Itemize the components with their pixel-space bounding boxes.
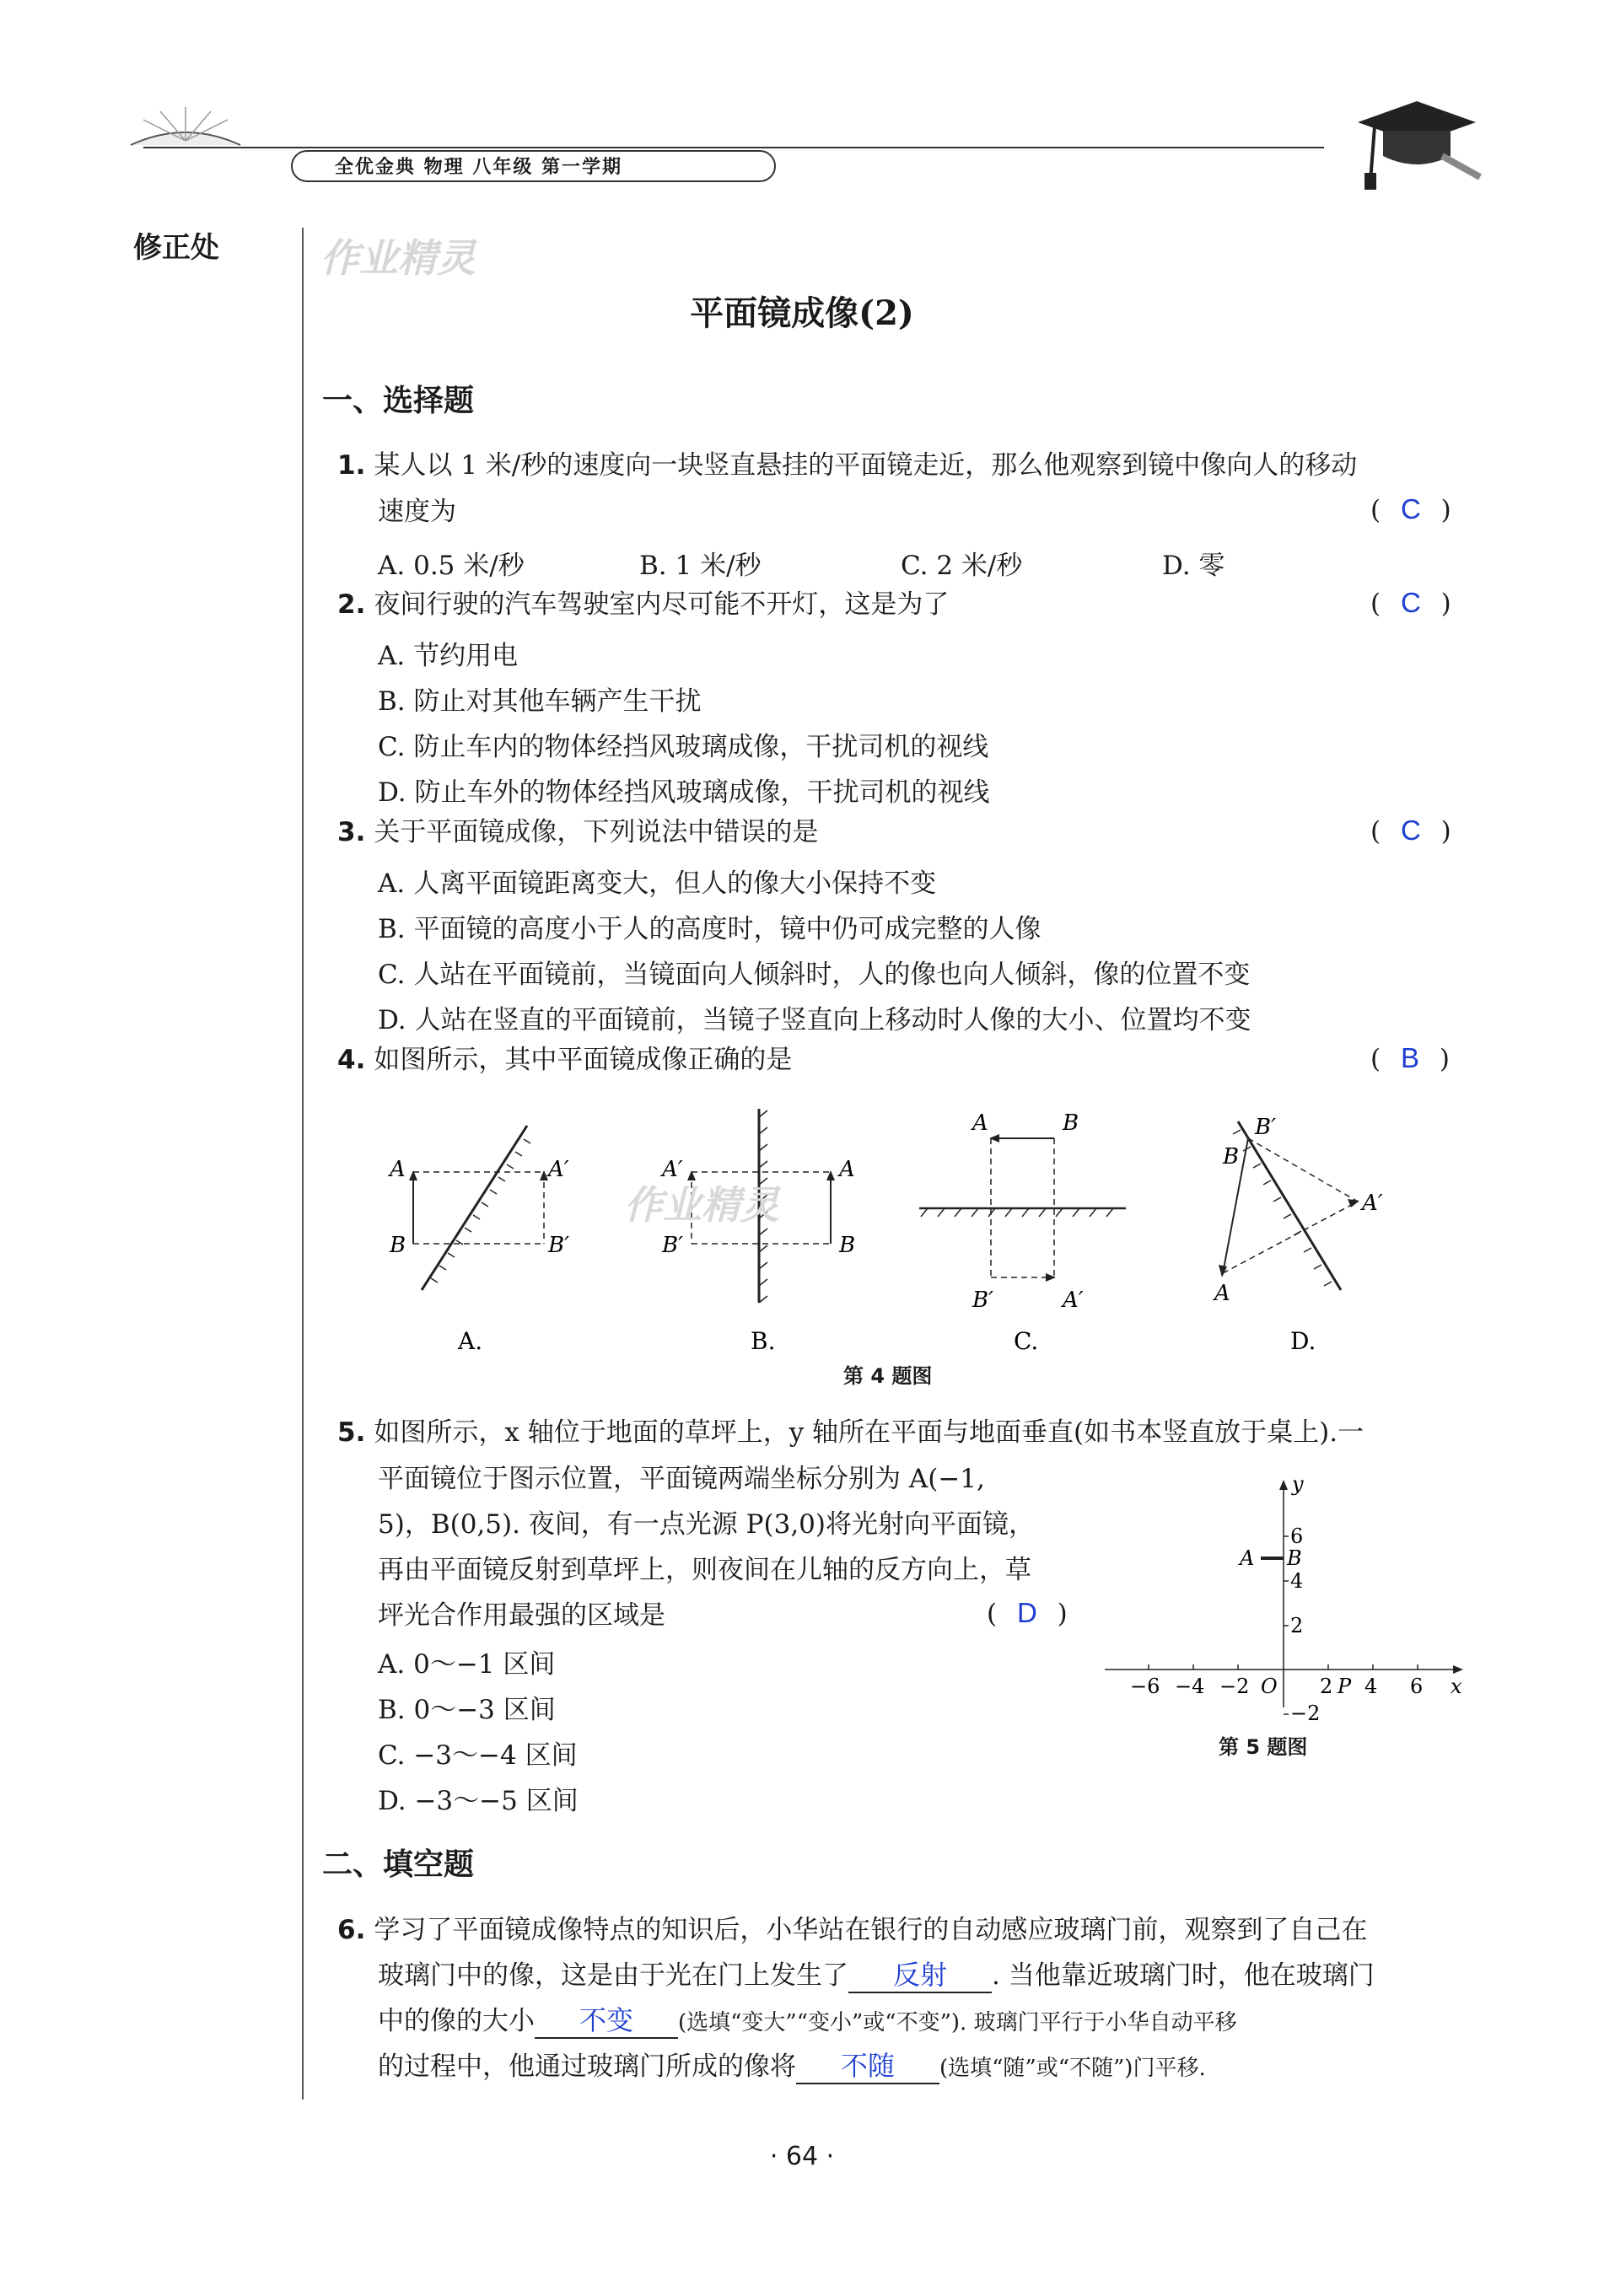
answer-value: D — [1016, 1597, 1037, 1628]
option: C. 人站在平面镜前，当镜面向人倾斜时，人的像也向人倾斜，像的位置不变 — [378, 960, 1251, 990]
question-number: 6. — [337, 1915, 366, 1945]
question-6-line3 — [378, 1998, 1237, 2046]
answer-1: ( C ) — [1370, 493, 1451, 525]
y-tick: 6 — [1290, 1524, 1304, 1548]
figure-4-caption: 第 4 题图 — [843, 1364, 933, 1388]
option: D. 零 — [1162, 551, 1225, 581]
question-number: 5. — [337, 1417, 366, 1448]
figure-label: A. — [458, 1327, 483, 1355]
question-text: 的过程中，他通过玻璃门所成的像将 — [378, 2051, 796, 2082]
x-axis-label: x — [1451, 1675, 1462, 1698]
watermark: 作业精灵 — [320, 235, 476, 281]
figure-4 — [371, 1105, 1467, 1391]
option: A. 0.5 米/秒 — [378, 551, 525, 581]
point-a-label: A — [1240, 1546, 1255, 1570]
margin-rule — [302, 228, 304, 2100]
answer-value: B — [1400, 1042, 1419, 1073]
question-number: 1. — [337, 450, 366, 481]
option: B. 防止对其他车辆产生干扰 — [378, 686, 702, 717]
question-6-line4 — [378, 2044, 1206, 2091]
y-axis-label: y — [1292, 1476, 1304, 1496]
question-5-line4: 再由平面镜反射到草坪上，则夜间在儿轴的反方向上，草 — [378, 1555, 1031, 1585]
figure-label: B. — [751, 1327, 776, 1355]
diagram-a — [388, 1126, 569, 1355]
figure-label: C. — [1014, 1327, 1039, 1355]
watermark: 作业精灵 — [624, 1182, 779, 1228]
x-tick: −2 — [1219, 1675, 1250, 1698]
option: A. 人离平面镜距离变大，但人的像大小保持不变 — [378, 868, 937, 899]
x-tick: −4 — [1175, 1675, 1205, 1698]
question-text: 夜间行驶的汽车驾驶室内尽可能不开灯，这是为了 — [374, 589, 950, 620]
question-6-line2 — [378, 1953, 1375, 1998]
point-label: B — [1223, 1144, 1240, 1170]
point-b-label: B — [1287, 1546, 1302, 1570]
figure-5 — [1105, 1476, 1476, 1720]
graduation-cap-logo — [1349, 97, 1484, 190]
point-label: B′ — [1255, 1115, 1277, 1140]
option: B. 平面镜的高度小于人的高度时，镜中仍可成完整的人像 — [378, 914, 1042, 944]
question-text: 玻璃门中的像，这是由于光在门上发生了 — [378, 1960, 848, 1991]
answer-2: ( C ) — [1370, 587, 1451, 619]
option: A. 0～−1 区间 — [378, 1649, 556, 1680]
answer-4: ( B ) — [1370, 1042, 1450, 1074]
question-6 — [337, 1907, 1367, 1953]
answer-value: C — [1400, 493, 1421, 524]
question-5-line2: 平面镜位于图示位置，平面镜两端坐标分别为 A(−1, — [378, 1464, 985, 1494]
y-tick: 4 — [1290, 1569, 1304, 1593]
option: B. 1 米/秒 — [639, 551, 762, 581]
question-text: . 当他靠近玻璃门时，他在玻璃门 — [992, 1960, 1375, 1991]
question-text: (选填“随”或“不随”)门平移. — [939, 2056, 1206, 2081]
page-title: 平面镜成像(2) — [690, 293, 914, 333]
point-label: A — [839, 1157, 855, 1182]
question-1 — [337, 443, 1357, 488]
option: C. −3～−4 区间 — [378, 1740, 578, 1771]
question-4 — [337, 1037, 792, 1083]
point-label: B′ — [972, 1288, 994, 1313]
figure-label: D. — [1290, 1327, 1316, 1355]
diagram-d — [1213, 1115, 1383, 1355]
question-text: 学习了平面镜成像特点的知识后，小华站在银行的自动感应玻璃门前，观察到了自己在 — [374, 1915, 1368, 1945]
question-5-line5: 坪光合作用最强的区域是 — [378, 1600, 665, 1631]
figure-5-caption: 第 5 题图 — [1219, 1735, 1308, 1759]
option: D. −3～−5 区间 — [378, 1786, 579, 1816]
question-text: 如图所示，其中平面镜成像正确的是 — [374, 1045, 793, 1075]
origin-label: O — [1261, 1675, 1278, 1698]
point-label: B′ — [548, 1233, 570, 1258]
point-label: A — [1214, 1281, 1230, 1306]
answer-3: ( C ) — [1370, 815, 1451, 847]
header-rule — [143, 147, 1324, 148]
header-title: 全优金典 物理 八年级 第一学期 — [291, 150, 776, 182]
question-5 — [337, 1410, 1364, 1455]
question-1-line2: 速度为 — [378, 497, 456, 527]
point-label: B — [1063, 1110, 1079, 1136]
option: B. 0～−3 区间 — [378, 1695, 556, 1725]
question-text: 关于平面镜成像，下列说法中错误的是 — [374, 817, 819, 847]
point-label: A′ — [548, 1157, 569, 1182]
point-p-label: P — [1338, 1675, 1352, 1698]
diagram-b — [624, 1109, 855, 1355]
question-3 — [337, 809, 818, 855]
answer-blank-2: 不变 — [535, 2003, 678, 2039]
mirror-diagrams — [371, 1105, 1467, 1391]
option: C. 2 米/秒 — [901, 551, 1023, 581]
x-tick: 2 — [1320, 1675, 1333, 1698]
question-5-line3: 5)，B(0,5). 夜间，有一点光源 P(3,0)将光射向平面镜， — [378, 1509, 1035, 1540]
x-tick: 4 — [1364, 1675, 1378, 1698]
answer-value: C — [1400, 815, 1421, 846]
question-2 — [337, 582, 949, 627]
option: D. 人站在竖直的平面镜前，当镜子竖直向上移动时人像的大小、位置均不变 — [378, 1005, 1251, 1035]
answer-blank-3: 不随 — [796, 2049, 939, 2084]
question-text: 如图所示，x 轴位于地面的草坪上，y 轴所在平面与地面垂直(如书本竖直放于桌上).一 — [374, 1417, 1364, 1448]
x-tick: 6 — [1410, 1675, 1424, 1698]
y-tick: 2 — [1290, 1614, 1304, 1637]
question-text: (选填“变大”“变小”或“不变”). 玻璃门平行于小华自动平移 — [678, 2010, 1237, 2035]
point-label: B — [839, 1233, 856, 1258]
question-text: 中的像的大小 — [378, 2006, 535, 2036]
graduation-cap-icon — [1349, 97, 1484, 190]
answer-5: ( D ) — [987, 1597, 1068, 1629]
point-label: B — [390, 1233, 406, 1258]
option: D. 防止车外的物体经挡风玻璃成像，干扰司机的视线 — [378, 777, 990, 808]
coordinate-plane — [1105, 1476, 1476, 1720]
y-tick: −2 — [1290, 1702, 1321, 1720]
correction-label: 修正处 — [133, 231, 219, 265]
point-label: A — [390, 1157, 406, 1182]
open-book-icon — [126, 103, 245, 149]
x-tick: −6 — [1130, 1675, 1160, 1698]
point-label: A′ — [662, 1157, 683, 1182]
point-label: A′ — [1362, 1191, 1383, 1216]
point-label: B′ — [662, 1233, 684, 1258]
page-number: · 64 · — [769, 2142, 835, 2171]
book-logo — [126, 103, 245, 149]
point-label: A′ — [1063, 1288, 1084, 1313]
question-number: 3. — [337, 817, 366, 847]
option: C. 防止车内的物体经挡风玻璃成像，干扰司机的视线 — [378, 732, 989, 762]
question-text: 某人以 1 米/秒的速度向一块竖直悬挂的平面镜走近，那么他观察到镜中像向人的移动 — [374, 450, 1358, 481]
diagram-c — [919, 1110, 1126, 1355]
question-number: 4. — [337, 1045, 366, 1075]
answer-blank-1: 反射 — [848, 1958, 992, 1993]
point-label: A — [972, 1110, 988, 1136]
question-number: 2. — [337, 589, 366, 620]
section-choice: 一、选择题 — [322, 384, 475, 418]
option: A. 节约用电 — [378, 641, 519, 671]
section-fill: 二、填空题 — [322, 1847, 475, 1882]
answer-value: C — [1400, 587, 1421, 618]
